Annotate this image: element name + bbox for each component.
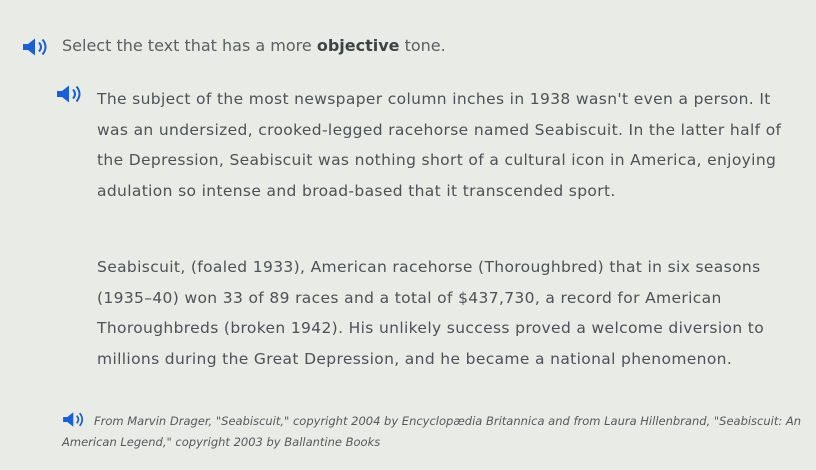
question-emphasis: objective bbox=[316, 36, 400, 55]
question-text bbox=[62, 36, 446, 55]
citation bbox=[62, 411, 802, 451]
speaker-icon[interactable] bbox=[56, 84, 88, 108]
citation-text: From Marvin Drager, "Seabiscuit," copyright 2004 by Encyclopædia Britannica and from Laura Hillenbrand, "Seabiscuit: An American Legend," copyright 2003 by Ballantine Books bbox=[62, 414, 802, 449]
question-prefix: Select the text that has a more bbox=[62, 36, 317, 55]
speaker-icon[interactable] bbox=[22, 37, 52, 61]
question-suffix: tone. bbox=[399, 36, 446, 55]
passage-subjective[interactable]: The subject of the most newspaper column inches in 1938 wasn't even a person. It was an undersized, crooked-legged racehorse named Seabiscuit. In the latter half of the Depression, Seabiscuit was nothing short of a cultural icon in America, enjoying adulation so intense and broad-based that it transcended sport. bbox=[97, 90, 782, 200]
passage-objective[interactable]: Seabiscuit, (foaled 1933), American racehorse (Thoroughbred) that in six seasons (1935–40) won 33 of 89 races and a total of $437,730, a record for American Thoroughbreds (broken 1942). His unlikely success proved a welcome diversion to millions during the Great Depression, and he became a national phenomenon. bbox=[97, 258, 765, 368]
speaker-icon[interactable] bbox=[62, 411, 88, 433]
question-prompt bbox=[22, 36, 446, 61]
